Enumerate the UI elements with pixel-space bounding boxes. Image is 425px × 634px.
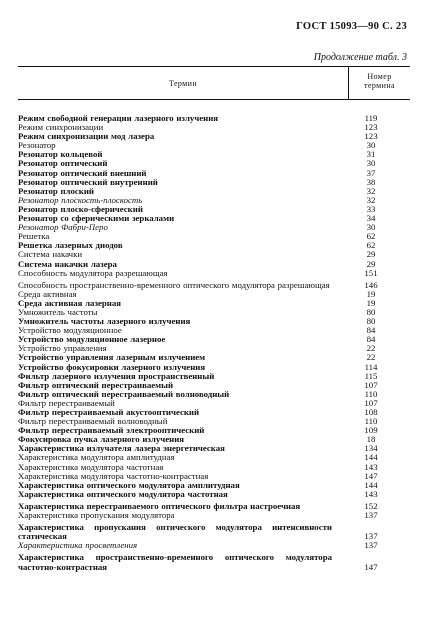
term-text: Характеристика пропускания оптического модулятора интенсивности статическая <box>18 522 332 542</box>
table-continuation-label: Продолжение табл. 3 <box>313 52 407 63</box>
term-number: 29 <box>366 249 376 260</box>
term-number: 137 <box>364 531 378 542</box>
term-text: Устройство модуляционное лазерное <box>18 334 166 345</box>
terms-index-table <box>18 66 410 572</box>
term-text: Устройство управления <box>18 343 107 354</box>
term-number: 147 <box>364 561 378 572</box>
term-number: 19 <box>366 288 376 299</box>
term-text: Резонатор плоскость-плоскость <box>18 194 143 205</box>
table-row <box>18 523 410 541</box>
term-text: Устройство модуляционное <box>18 325 122 336</box>
term-text: Фильтр перестраиваемый <box>18 397 115 408</box>
term-text: Резонатор оптический внутренний <box>18 176 158 187</box>
term-number: 108 <box>364 407 378 417</box>
term-number: 123 <box>364 122 378 133</box>
term-text: Характеристика пространственно-временного оптического модулятора частотно-контрастная <box>18 552 332 572</box>
table-row <box>18 281 410 290</box>
term-number: 30 <box>366 140 376 151</box>
term-number: 18 <box>366 434 376 445</box>
term-number: 107 <box>364 379 378 390</box>
term-text: Способность пространственно-временного оптического модулятора разрешающая <box>18 279 330 290</box>
term-number: 110 <box>364 388 378 399</box>
term-number: 30 <box>366 158 376 169</box>
term-text: Резонатор оптический <box>18 158 108 169</box>
term-text: Характеристика просветления <box>18 540 138 551</box>
table-row <box>18 553 410 571</box>
term-number: 62 <box>366 231 376 242</box>
term-text: Характеристика перестраиваемого оптического фильтра настроечная <box>18 500 301 511</box>
term-number: 110 <box>364 416 378 427</box>
number-column-header <box>349 72 410 90</box>
term-text: Фильтр оптический перестраиваемый <box>18 379 174 390</box>
term-text: Фильтр перестраиваемый электрооптический <box>18 425 205 436</box>
term-number: 152 <box>364 500 378 511</box>
table-header <box>18 66 410 100</box>
term-text: Резонатор со сферическими зеркалами <box>18 213 175 224</box>
term-number: 114 <box>364 361 378 372</box>
number-column-header-line1: Номер <box>367 72 392 81</box>
number-column-header-line2: термина <box>364 81 395 90</box>
standard-code: ГОСТ 15093—90 С. 23 <box>296 21 407 32</box>
term-text: Характеристика пропускания модулятора <box>18 510 175 521</box>
term-number: 151 <box>364 267 378 278</box>
term-text: Характеристика модулятора частотно-контрастная <box>18 470 209 481</box>
term-text: Устройство фокусировки лазерного излучения <box>18 361 206 372</box>
term-text: Среда активная <box>18 288 77 299</box>
table-body <box>18 114 410 572</box>
term-number: 37 <box>366 167 376 178</box>
term-number: 123 <box>364 131 378 142</box>
term-text: Резонатор плоско-сферический <box>18 203 143 214</box>
term-text: Способность модулятора разрешающая <box>18 267 168 278</box>
term-text: Режим свободной генерации лазерного излучения <box>18 113 219 123</box>
term-text: Фильтр оптический перестраиваемый волноводный <box>18 388 230 399</box>
term-text: Фильтр лазерного излучения пространственный <box>18 370 215 381</box>
term-text: Фильтр перестраиваемый волноводный <box>18 416 168 427</box>
term-text: Резонатор кольцевой <box>18 149 103 160</box>
term-text: Характеристика излучателя лазера энергетическая <box>18 443 225 454</box>
term-number: 22 <box>366 343 376 354</box>
term-number: 84 <box>366 325 376 336</box>
term-text: Резонатор оптический внешний <box>18 167 147 178</box>
term-number: 34 <box>366 213 376 224</box>
term-number: 115 <box>364 370 378 381</box>
term-number: 62 <box>366 240 376 251</box>
table-row <box>18 132 410 141</box>
term-text: Характеристика оптического модулятора частотная <box>18 488 228 499</box>
term-number: 29 <box>366 258 376 269</box>
term-text: Резонатор <box>18 140 56 151</box>
term-text: Система накачки лазера <box>18 258 117 269</box>
term-number: 38 <box>366 176 376 187</box>
term-text: Резонатор Фабри-Перо <box>18 222 108 233</box>
term-number: 80 <box>366 316 376 327</box>
term-number: 137 <box>364 510 378 521</box>
term-text: Фильтр перестраиваемый акустооптический <box>18 407 200 417</box>
term-number: 143 <box>364 488 378 499</box>
term-text: Среда активная лазерная <box>18 297 122 308</box>
term-number: 109 <box>364 425 378 436</box>
term-number: 107 <box>364 397 378 408</box>
table-row <box>18 490 410 499</box>
term-text: Режим синхронизации <box>18 122 104 133</box>
term-number: 80 <box>366 306 376 317</box>
term-number: 137 <box>364 540 378 551</box>
term-number: 134 <box>364 443 378 454</box>
term-column-header: Термин <box>168 79 198 88</box>
term-text: Умножитель частоты <box>18 306 98 317</box>
term-text: Решетка <box>18 231 50 242</box>
term-number: 143 <box>364 461 378 472</box>
term-number: 147 <box>364 470 378 481</box>
table-row <box>18 541 410 550</box>
term-number: 32 <box>366 185 376 196</box>
term-text: Фокусировка пучка лазерного излучения <box>18 434 185 445</box>
term-text: Система накачки <box>18 249 83 260</box>
term-text: Решетка лазерных диодов <box>18 240 123 251</box>
term-text: Устройство управления лазерным излучением <box>18 352 206 363</box>
term-number: 31 <box>366 149 376 160</box>
term-text: Характеристика модулятора амплитудная <box>18 452 175 463</box>
term-number: 30 <box>366 222 376 233</box>
term-number: 33 <box>366 203 376 214</box>
table-row <box>18 511 410 520</box>
term-text: Характеристика модулятора частотная <box>18 461 164 472</box>
term-text: Характеристика оптического модулятора амплитудная <box>18 479 240 490</box>
term-number: 22 <box>366 352 376 363</box>
term-number: 19 <box>366 297 376 308</box>
term-number: 32 <box>366 194 376 205</box>
table-row <box>18 269 410 278</box>
table-row <box>18 223 410 232</box>
term-text: Резонатор плоский <box>18 185 94 196</box>
term-number: 144 <box>364 452 378 463</box>
term-number: 119 <box>364 113 378 123</box>
term-text: Умножитель частоты лазерного излучения <box>18 316 191 327</box>
term-number: 144 <box>364 479 378 490</box>
term-text: Режим синхронизации мод лазера <box>18 131 155 142</box>
term-number: 146 <box>364 279 378 290</box>
term-number: 84 <box>366 334 376 345</box>
